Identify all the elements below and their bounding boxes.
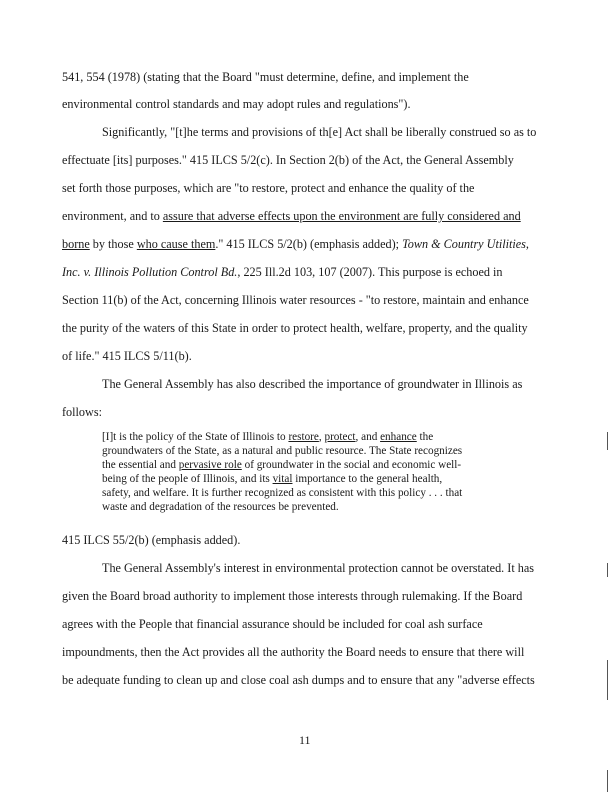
- text-line-14: 415 ILCS 55/2(b) (emphasis added).: [62, 533, 241, 547]
- quote-line-3: [102, 459, 461, 472]
- text-line-10: the purity of the waters of this State in order to protect health, welfare, property, and the quality: [62, 321, 528, 335]
- scan-mark: [607, 660, 608, 700]
- text-line-6: [62, 209, 521, 223]
- text-line-19: be adequate funding to clean up and close coal ash dumps and to ensure that any "adverse effects: [62, 673, 535, 687]
- underlined-text: protect: [324, 431, 356, 443]
- text-segment: [I]t is the policy of the State of Illinois to: [102, 431, 289, 443]
- text-line-3: Significantly, "[t]he terms and provisions of th[e] Act shall be liberally construed so as to: [102, 125, 537, 139]
- text-segment: ." 415 ILCS 5/2(b) (emphasis added);: [215, 237, 403, 251]
- underlined-text: who cause them: [136, 237, 216, 251]
- underlined-text: borne: [62, 237, 90, 251]
- text-line-12: The General Assembly has also described the importance of groundwater in Illinois as: [102, 377, 523, 391]
- text-line-8: [62, 265, 503, 279]
- case-citation: Inc. v. Illinois Pollution Control Bd.: [62, 265, 238, 279]
- text-segment: being of the people of Illinois, and its: [102, 473, 273, 485]
- quote-line-2: groundwaters of the State, as a natural and public resource. The State recognizes: [102, 445, 463, 457]
- page-number: 11: [299, 733, 311, 747]
- text-segment: importance to the general health,: [292, 473, 443, 485]
- text-line-11: of life." 415 ILCS 5/11(b).: [62, 349, 192, 363]
- text-line-16: given the Board broad authority to implement those interests through rulemaking. If the Board: [62, 589, 523, 603]
- text-segment: environment, and to: [62, 209, 163, 223]
- quote-line-5: safety, and welfare. It is further recognized as consistent with this policy . . . that: [102, 487, 463, 499]
- scan-mark: [607, 563, 608, 577]
- underlined-text: enhance: [380, 431, 417, 443]
- text-line-2: environmental control standards and may adopt rules and regulations").: [62, 97, 411, 111]
- text-line-4: effectuate [its] purposes." 415 ILCS 5/2(c). In Section 2(b) of the Act, the General Assembly: [62, 153, 514, 167]
- text-line-15: The General Assembly's interest in environmental protection cannot be overstated. It has: [102, 561, 535, 575]
- text-segment: , and: [355, 431, 381, 443]
- scan-mark: [607, 432, 608, 450]
- text-segment: the essential and: [102, 459, 179, 471]
- text-line-17: agrees with the People that financial assurance should be included for coal ash surface: [62, 617, 483, 631]
- text-line-13: follows:: [62, 405, 102, 419]
- underlined-text: assure that adverse effects upon the environment are fully considered and: [162, 209, 521, 223]
- quote-line-1: [102, 431, 433, 444]
- text-segment: , 225 Ill.2d 103, 107 (2007). This purpose is echoed in: [237, 265, 503, 279]
- text-line-9: Section 11(b) of the Act, concerning Illinois water resources - "to restore, maintain and enhance: [62, 293, 529, 307]
- text-line-1: 541, 554 (1978) (stating that the Board "must determine, define, and implement the: [62, 70, 469, 84]
- text-segment: of groundwater in the social and economic well-: [241, 459, 462, 471]
- quote-line-4: [102, 473, 442, 486]
- underlined-text: pervasive role: [178, 459, 242, 471]
- case-citation: Town & Country Utilities,: [402, 237, 529, 251]
- text-line-7: [62, 237, 529, 251]
- text-line-5: set forth those purposes, which are "to restore, protect and enhance the quality of the: [62, 181, 475, 195]
- text-segment: ,: [318, 431, 325, 443]
- scan-mark: [607, 770, 608, 792]
- underlined-text: restore: [288, 431, 319, 443]
- quote-line-6: waste and degradation of the resources be prevented.: [102, 501, 339, 513]
- text-line-18: impoundments, then the Act provides all the authority the Board needs to ensure that there will: [62, 645, 525, 659]
- underlined-text: vital: [272, 473, 293, 485]
- text-segment: the: [416, 431, 434, 443]
- text-segment: by those: [89, 237, 137, 251]
